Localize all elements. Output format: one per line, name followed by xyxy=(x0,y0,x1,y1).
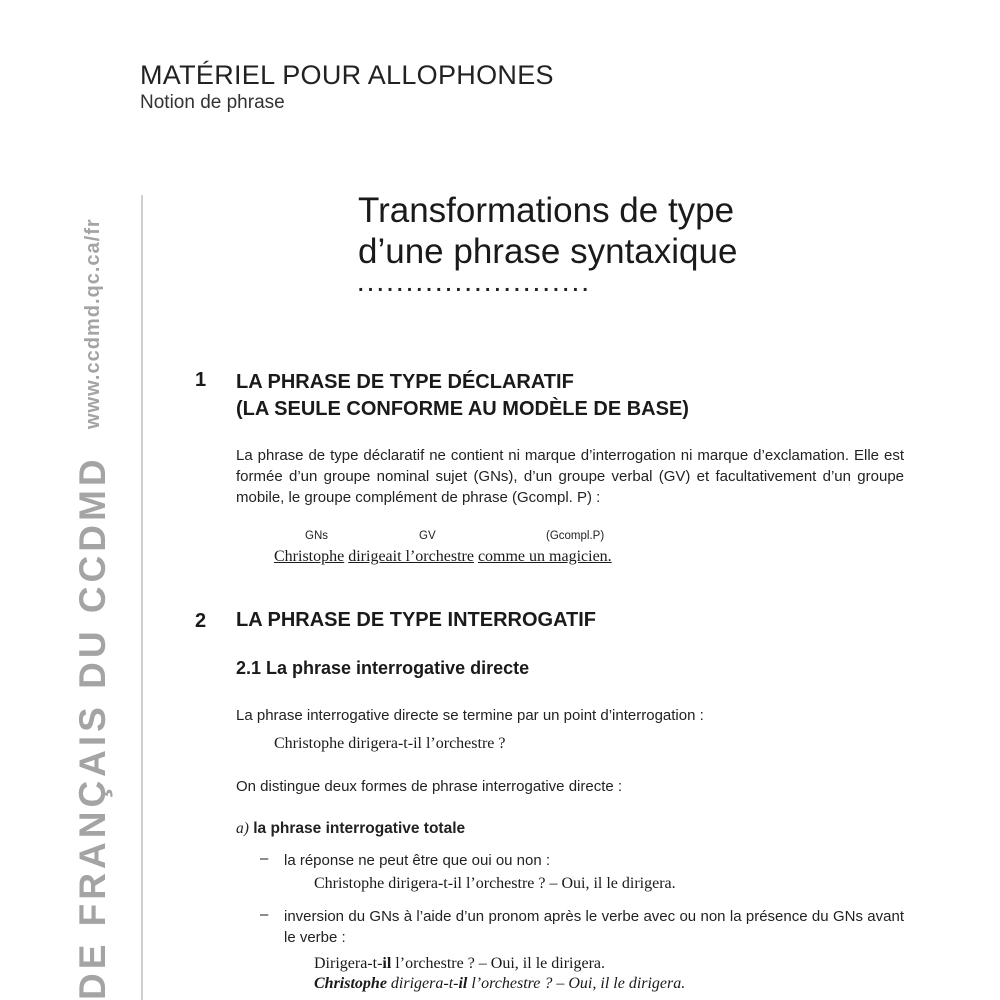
page-title-line2: d’une phrase syntaxique xyxy=(358,232,738,271)
intro-example: Christophe dirigera-t-il l’orchestre ? xyxy=(274,735,506,752)
page-title xyxy=(358,190,737,272)
ex1-part1: Dirigera-t- xyxy=(314,955,383,972)
page-title-line1: Transformations de type xyxy=(358,191,735,230)
forms-paragraph: On distingue deux formes de phrase interrogative directe : xyxy=(236,778,623,795)
form-a-heading xyxy=(236,818,904,839)
list-item-2-example-1 xyxy=(314,955,605,973)
subsection-2-1-intro: La phrase interrogative directe se termine par un point d’interrogation : xyxy=(236,707,704,724)
page-header xyxy=(140,60,554,114)
section-1-title xyxy=(236,369,689,423)
ex1-part2: l’orchestre ? – Oui, il le dirigera. xyxy=(391,955,605,972)
section-1-title-line2: (LA SEULE CONFORME AU MODÈLE DE BASE) xyxy=(236,398,689,420)
sidebar-url[interactable]: www.ccdmd.qc.ca/fr xyxy=(81,218,104,429)
section-2-title: LA PHRASE DE TYPE INTERROGATIF xyxy=(236,609,597,631)
example-label-gcompl: (Gcompl.P) xyxy=(546,530,605,542)
list-item-1: la réponse ne peut être que oui ou non : xyxy=(284,852,551,869)
ex2-bold2: il xyxy=(458,975,468,992)
form-a-title: la phrase interrogative totale xyxy=(253,820,466,837)
ex2-part2: l’orchestre ? – Oui, il le dirigera. xyxy=(467,975,686,992)
sidebar-rule xyxy=(141,195,143,1000)
example-part-gcompl: comme un magicien. xyxy=(477,548,612,565)
ex2-bold1: Christophe xyxy=(314,975,387,992)
ex1-bold: il xyxy=(382,955,392,972)
example-part-gv: dirigeait l’orchestre xyxy=(348,548,474,565)
list-item-1-example: Christophe dirigera-t-il l’orchestre ? – Oui, il le dirigera. xyxy=(314,875,676,892)
list-item-2-example-2 xyxy=(314,975,685,993)
title-dotted-rule: ........................ xyxy=(358,274,593,296)
section-1-number: 1 xyxy=(195,369,207,391)
header-subtitle: Notion de phrase xyxy=(140,92,285,113)
bullet-dash-1: – xyxy=(260,850,269,867)
sidebar-vertical-text xyxy=(72,218,114,1000)
form-a-letter: a) xyxy=(236,820,249,837)
example-sentence xyxy=(274,548,612,566)
ex2-part1: dirigera-t- xyxy=(386,975,459,992)
sidebar-main-text: DE FRANÇAIS DU CCDMD xyxy=(72,455,113,1000)
header-title: MATÉRIEL POUR ALLOPHONES xyxy=(140,60,554,90)
example-label-gns: GNs xyxy=(305,530,328,542)
example-part-gns: Christophe xyxy=(274,548,345,565)
section-2-number: 2 xyxy=(195,610,207,632)
section-1-paragraph: La phrase de type déclaratif ne contient ni marque d’interrogation ni marque d’exclamation. Elle est formée d’un groupe nominal sujet (GNs), d’un groupe verbal (GV) et facultativement d’un groupe mobile, le groupe complément de phrase (Gcompl. P) : xyxy=(236,447,904,506)
list-item-2: inversion du GNs à l’aide d’un pronom après le verbe avec ou non la présence du GNs avant le verbe : xyxy=(284,908,904,946)
bullet-dash-2: – xyxy=(260,906,269,923)
section-1-title-line1: LA PHRASE DE TYPE DÉCLARATIF xyxy=(236,371,574,393)
example-label-gv: GV xyxy=(419,530,436,542)
subsection-2-1-title: 2.1 La phrase interrogative directe xyxy=(236,658,530,678)
